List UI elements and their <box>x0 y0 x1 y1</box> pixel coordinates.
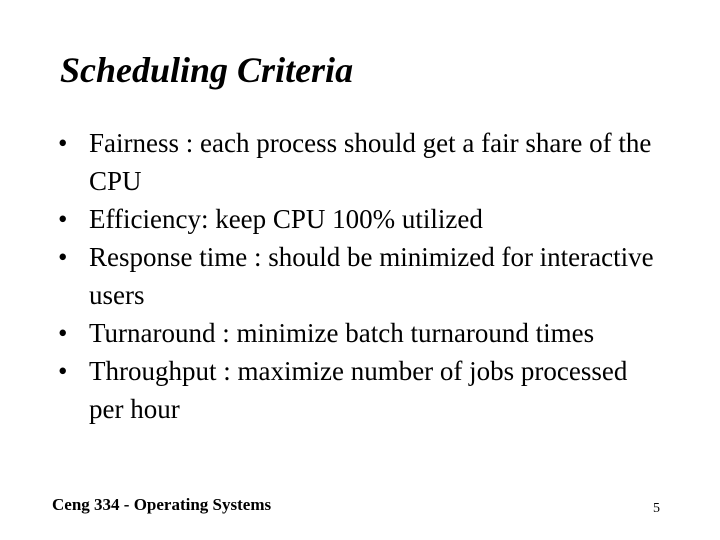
bullet-item-response-time <box>58 238 658 314</box>
bullet-text: Throughput : maximize number of jobs processed per hour <box>89 356 628 424</box>
bullet-item-efficiency <box>58 200 658 238</box>
bullet-item-turnaround <box>58 314 658 352</box>
bullet-icon: • <box>58 356 68 386</box>
bullet-icon: • <box>58 204 68 234</box>
bullet-list <box>58 124 658 428</box>
bullet-icon: • <box>58 318 68 348</box>
page-number: 5 <box>653 501 660 516</box>
bullet-text: Efficiency: keep CPU 100% utilized <box>89 204 483 234</box>
bullet-item-throughput <box>58 352 658 428</box>
bullet-text: Response time : should be minimized for interactive users <box>89 242 654 310</box>
bullet-icon: • <box>58 128 68 158</box>
bullet-text: Fairness : each process should get a fair share of the CPU <box>89 128 652 196</box>
slide-title: Scheduling Criteria <box>60 50 354 90</box>
bullet-text: Turnaround : minimize batch turnaround times <box>89 318 595 348</box>
footer-course-title: Ceng 334 - Operating Systems <box>52 495 272 514</box>
bullet-icon: • <box>58 242 68 272</box>
bullet-item-fairness <box>58 124 658 200</box>
